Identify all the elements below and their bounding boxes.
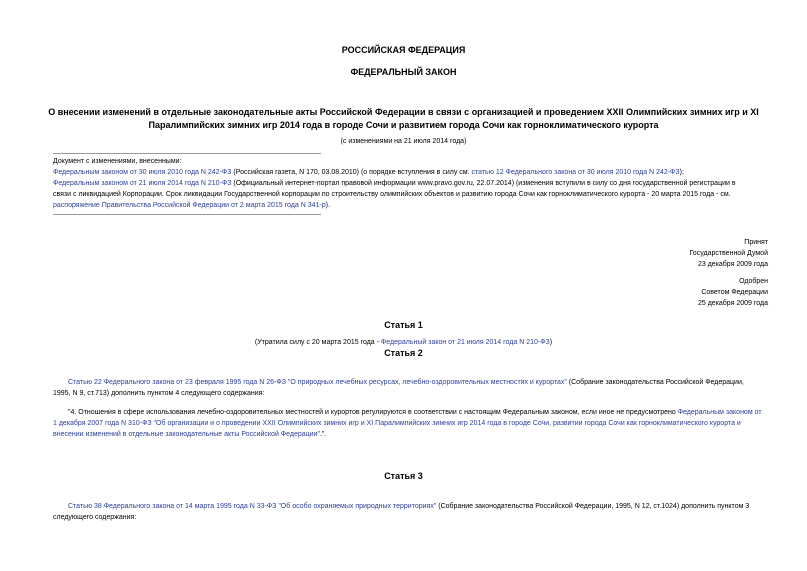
changes-item-2-link[interactable]: Федеральным законом от 21 июля 2014 года N 210-ФЗ (53, 180, 232, 187)
article-1-note-link[interactable]: Федеральный закон от 21 июля 2014 года N 210-ФЗ (380, 339, 550, 346)
changes-item-1: Федеральным законом от 30 июля 2010 года N 242-ФЗ (Российская газета, N 170, 03.08.2010) (о порядке вступления в силу см. статью 12 Федерального закона от 30 июля 2010 года N 242-ФЗ); (53, 169, 684, 176)
accepted-date: 23 декабря 2009 года (697, 261, 768, 268)
accepted-label: Принят (744, 239, 768, 246)
changes-heading: Документ с изменениями, внесенными: (53, 158, 182, 165)
law-title-line-2: Паралимпийских зимних игр 2014 года в городе Сочи и развитием города Сочи как горноклиматического курорта (148, 120, 659, 130)
law-title (0, 106, 807, 132)
article-2-paragraph-2-line-3: внесении изменений в отдельные законодательные акты Российской Федерации".". (53, 431, 327, 438)
changes-item-1-article-link[interactable]: статью 12 Федерального закона от 30 июля 2010 года N 242-ФЗ (471, 169, 680, 176)
article-2-heading: Статья 2 (384, 348, 423, 358)
article-2-paragraph-2: "4. Отношения в сфере использования лечебно-оздоровительных местностей и курортов регулируются в соответствии с настоящим Федеральным законом, если иное не предусмотрено Федеральным законом от (68, 409, 762, 416)
country-heading: РОССИЙСКАЯ ФЕДЕРАЦИЯ (341, 45, 466, 55)
article-3-paragraph-1: Статью 38 Федерального закона от 14 марта 1995 года N 33-ФЗ "Об особо охраняемых природных территориях" (Собрание законодательства Российской Федерации, 1995, N 12, ст.1024) дополнить пунктом 3 (68, 503, 750, 510)
article-3-paragraph-1-line-2: следующего содержания: (53, 514, 137, 521)
divider-top (53, 153, 321, 154)
article-1-note: (Утратила силу с 20 марта 2015 года - Федеральный закон от 21 июля 2014 года N 210-ФЗ) (254, 339, 553, 346)
changes-item-2-line-3: распоряжение Правительства Российской Федерации от 2 марта 2015 года N 341-р). (53, 202, 330, 209)
adoption-council (500, 276, 768, 309)
approved-date: 25 декабря 2009 года (697, 300, 768, 307)
approved-label: Одобрен (739, 278, 768, 285)
changes-item-2-order-link[interactable]: распоряжение Правительства Российской Федерации от 2 марта 2015 года N 341-р (53, 202, 326, 209)
approved-by: Советом Федерации (701, 289, 768, 296)
law-title-line-1: О внесении изменений в отдельные законодательные акты Российской Федерации в связи с организацией и проведением XXII Олимпийских зимних игр и XI (48, 107, 759, 117)
revision-note: (с изменениями на 21 июля 2014 года) (340, 138, 467, 145)
article-2-paragraph-1: Статью 22 Федерального закона от 23 февраля 1995 года N 26-ФЗ "О природных лечебных ресурсах, лечебно-оздоровительных местностях и курортах" (Собрание законодательства Российской Федерации, (68, 379, 744, 386)
article-2-olympic-law-link[interactable]: Федеральным законом от (677, 409, 762, 416)
article-3-heading: Статья 3 (384, 471, 423, 481)
changes-item-1-link[interactable]: Федеральным законом от 30 июля 2010 года N 242-ФЗ (53, 169, 232, 176)
article-2-olympic-law-link-line-3[interactable]: внесении изменений в отдельные законодательные акты Российской Федерации" (53, 431, 320, 438)
law-type-heading: ФЕДЕРАЛЬНЫЙ ЗАКОН (350, 67, 457, 77)
changes-item-2-line-2: связи с ликвидацией Корпорации. Срок ликвидации Государственной корпорации по строительству олимпийских объектов и развитию города Сочи как горноклиматического курорта - 20 марта 2015 года - см. (53, 191, 731, 198)
accepted-by: Государственной Думой (689, 250, 768, 257)
article-2-paragraph-1-line-2: 1995, N 9, ст.713) дополнить пунктом 4 следующего содержания: (53, 390, 265, 397)
divider-bottom (53, 214, 321, 215)
article-2-olympic-law-link-line-2[interactable]: 1 декабря 2007 года N 310-ФЗ "Об организации и о проведении XXII Олимпийских зимних игр и XI Паралимпийских зимних игр 2014 года в городе Сочи, развитии города Сочи как горноклиматического курорта и (53, 420, 741, 427)
article-3-law-link[interactable]: Статью 38 Федерального закона от 14 марта 1995 года N 33-ФЗ "Об особо охраняемых природных территориях" (68, 503, 437, 510)
adoption-duma (500, 237, 768, 270)
article-1-heading: Статья 1 (384, 320, 423, 330)
changes-item-2: Федеральным законом от 21 июля 2014 года N 210-ФЗ (Официальный интернет-портал правовой информации www.pravo.gov.ru, 22.07.2014) (изменения вступили в силу со дня государственной регистрации в (53, 180, 736, 187)
article-2-law-link[interactable]: Статью 22 Федерального закона от 23 февраля 1995 года N 26-ФЗ "О природных лечебных ресурсах, лечебно-оздоровительных местностях и курортах" (68, 379, 567, 386)
